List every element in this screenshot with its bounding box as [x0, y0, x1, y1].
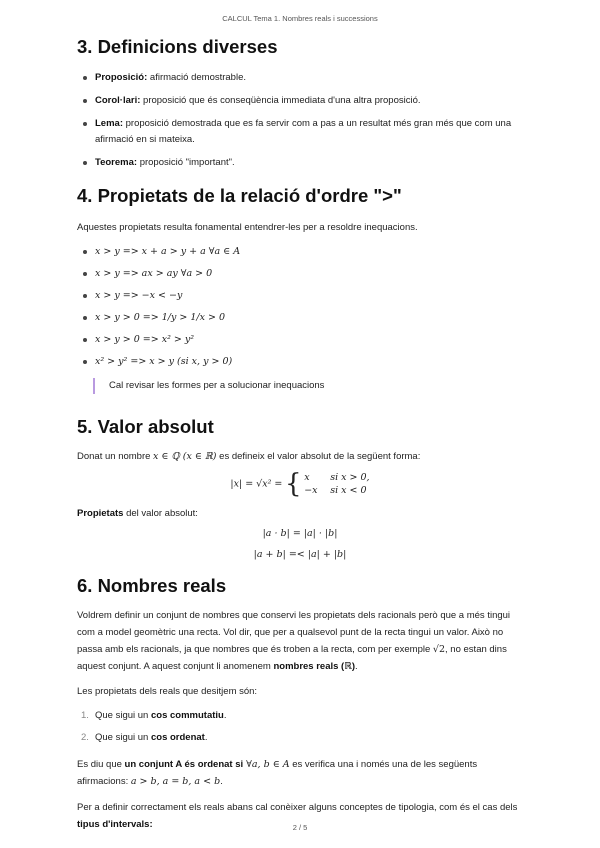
case-condition: si x > 0,: [330, 472, 370, 483]
text: es defineix el valor absolut de la següent forma:: [216, 451, 421, 462]
bold-text: tipus d'intervals:: [77, 819, 153, 830]
section-4-intro: Aquestes propietats resulta fonamental entendrer-les per a resoldre inequacions.: [77, 222, 418, 233]
section-6-para-2: Les propietats dels reals que desitjem són:: [77, 686, 258, 697]
text: Que sigui un: [95, 710, 151, 721]
text: Per a definir correctament els reals abans cal conèixer alguns conceptes de tipologia, com és el cas dels: [77, 802, 518, 813]
text: Es diu que: [77, 759, 125, 770]
text: Donat un nombre: [77, 451, 154, 462]
list-item: [77, 93, 523, 109]
case-value: −x: [304, 485, 318, 496]
text: .: [204, 732, 208, 743]
definition-text: proposició que és conseqüència immediata d'una altra proposició.: [140, 95, 421, 106]
list-number: 1.: [81, 710, 89, 721]
abs-property-product: |a · b| = |a| · |b|: [262, 528, 338, 539]
brace: {: [285, 469, 302, 499]
math-inline: √2: [432, 644, 446, 655]
bold-text: nombres reals (ℝ): [273, 661, 355, 672]
list-item: x² > y² => x > y (si x, y > 0): [77, 354, 523, 370]
text: Voldrem definir un conjunt de nombres que conservi les propietats dels racionals però que a més tingui com a model geomètric una recta. Vol dir, que per a qualsevol punt de la recta tingui un valor. Això no passa amb els racionals, ja que nombres que és troben a la recta, com per exemple: [77, 610, 511, 655]
math-inline: x ∈ ℚ (x ∈ ℝ): [153, 451, 217, 462]
text: del valor absolut:: [123, 508, 198, 519]
case-condition: si x < 0: [330, 485, 367, 496]
cases: [304, 471, 369, 497]
document-body: [77, 32, 523, 833]
abs-property-sum: |a + b| =< |a| + |b|: [253, 549, 347, 560]
bold-text: un conjunt A és ordenat si: [124, 759, 244, 770]
math-lhs: |x| = √x² =: [230, 478, 283, 490]
bold-text: cos commutatiu: [150, 710, 224, 721]
text: Que sigui un: [95, 732, 151, 743]
list-item: x > y > 0 => x² > y²: [77, 332, 523, 348]
section-6-para-3: [77, 756, 523, 790]
list-item: [77, 708, 523, 724]
text: .: [220, 776, 223, 787]
section-5-title: 5. Valor absolut: [77, 416, 214, 437]
list-item: [77, 116, 523, 148]
list-item: [77, 155, 523, 171]
definition-text: proposició demostrada que es fa servir com a pas a un resultat més gran més que com una afirmació en si mateixa.: [95, 118, 512, 145]
bold-text: cos ordenat: [150, 732, 205, 743]
list-item: [77, 730, 523, 746]
definitions-list: [77, 70, 523, 171]
section-4-title: 4. Propietats de la relació d'ordre ">": [77, 185, 402, 206]
section-6-para-1: [77, 607, 523, 675]
list-number: 2.: [81, 732, 89, 743]
list-item: x > y => x + a > y + a ∀a ∈ A: [77, 244, 523, 260]
term: Proposició:: [95, 72, 148, 83]
properties-label-line: [77, 505, 523, 522]
definition-text: afirmació demostrable.: [147, 72, 246, 83]
real-properties-list: [77, 708, 523, 746]
list-item: x > y => −x < −y: [77, 288, 523, 304]
text: .: [223, 710, 227, 721]
text: , no estan dins aquest conjunt. A aquest conjunt li anomenem: [77, 644, 507, 672]
running-head: CALCUL Tema 1. Nombres reals i successions: [222, 14, 378, 23]
callout-note: Cal revisar les formes per a solucionar inequacions: [93, 378, 523, 394]
definition-text: proposició "important".: [137, 157, 235, 168]
list-item: x > y => ax > ay ∀a > 0: [77, 266, 523, 282]
section-6-title: 6. Nombres reals: [77, 575, 227, 596]
absolute-value-definition: [77, 471, 523, 497]
math-inline: ∀a, b ∈ A: [243, 759, 290, 770]
case-value: x: [304, 472, 310, 483]
section-3-title: 3. Definicions diverses: [77, 36, 278, 57]
order-properties-list: [77, 244, 523, 370]
list-item: x > y > 0 => 1/y > 1/x > 0: [77, 310, 523, 326]
math-inline: a > b, a = b, a < b: [130, 776, 221, 787]
term: Teorema:: [95, 157, 138, 168]
term: Lema:: [95, 118, 123, 129]
term: Corol·lari:: [95, 95, 141, 106]
list-item: [77, 70, 523, 86]
page-number: 2 / 5: [292, 823, 308, 832]
properties-label: Propietats: [77, 508, 124, 519]
section-5-intro: [77, 448, 523, 465]
text: es verifica una i només una de les següents afirmacions:: [77, 759, 478, 787]
text: .: [355, 661, 358, 672]
